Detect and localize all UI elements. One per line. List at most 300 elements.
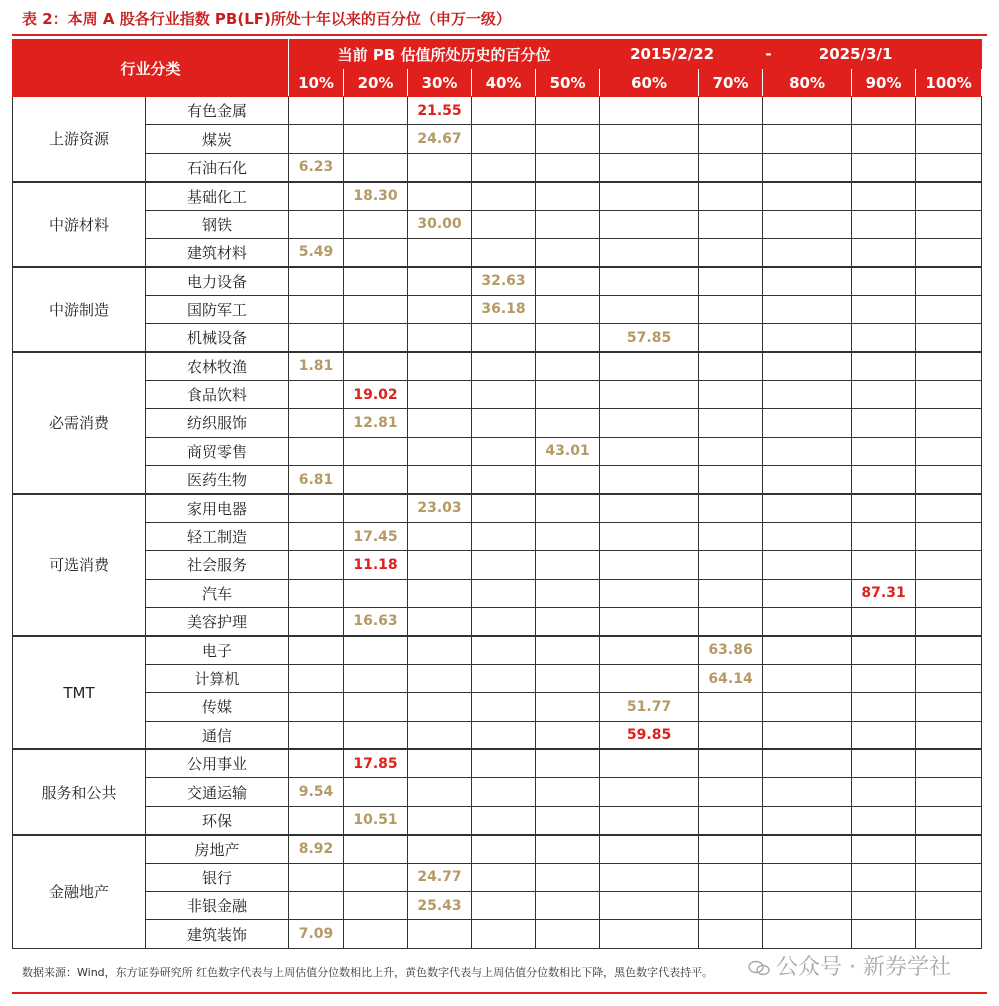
industry-label: 美容护理 xyxy=(146,608,289,636)
empty-cell xyxy=(472,380,536,408)
empty-cell xyxy=(600,380,699,408)
empty-cell xyxy=(763,182,852,210)
empty-cell xyxy=(763,295,852,323)
empty-cell xyxy=(699,693,763,721)
empty-cell xyxy=(344,636,408,664)
industry-label: 基础化工 xyxy=(146,182,289,210)
empty-cell xyxy=(289,182,344,210)
empty-cell xyxy=(289,324,344,352)
empty-cell xyxy=(472,835,536,863)
empty-cell xyxy=(852,721,916,749)
empty-cell xyxy=(699,324,763,352)
empty-cell xyxy=(289,579,344,607)
empty-cell xyxy=(916,778,982,806)
empty-cell xyxy=(699,806,763,834)
table-row xyxy=(13,466,982,494)
industry-label: 纺织服饰 xyxy=(146,409,289,437)
empty-cell xyxy=(852,693,916,721)
empty-cell xyxy=(289,636,344,664)
empty-cell xyxy=(916,409,982,437)
empty-cell xyxy=(472,182,536,210)
empty-cell xyxy=(600,891,699,919)
empty-cell xyxy=(408,608,472,636)
industry-label: 环保 xyxy=(146,806,289,834)
date-range-header xyxy=(600,40,982,69)
empty-cell xyxy=(916,125,982,153)
empty-cell xyxy=(408,636,472,664)
empty-cell xyxy=(852,664,916,692)
empty-cell xyxy=(852,778,916,806)
empty-cell xyxy=(536,664,600,692)
empty-cell xyxy=(916,806,982,834)
empty-cell xyxy=(600,125,699,153)
empty-cell xyxy=(536,721,600,749)
empty-cell xyxy=(408,238,472,266)
empty-cell xyxy=(408,437,472,465)
empty-cell xyxy=(289,97,344,125)
empty-cell xyxy=(408,920,472,948)
empty-cell xyxy=(289,437,344,465)
empty-cell xyxy=(536,466,600,494)
group-label: 中游材料 xyxy=(13,182,146,267)
empty-cell xyxy=(916,608,982,636)
table-row xyxy=(13,608,982,636)
empty-cell xyxy=(600,636,699,664)
empty-cell xyxy=(536,835,600,863)
industry-label: 煤炭 xyxy=(146,125,289,153)
empty-cell xyxy=(289,210,344,238)
empty-cell xyxy=(699,125,763,153)
empty-cell xyxy=(699,380,763,408)
industry-label: 建筑材料 xyxy=(146,238,289,266)
empty-cell xyxy=(916,579,982,607)
empty-cell xyxy=(763,920,852,948)
empty-cell xyxy=(600,806,699,834)
empty-cell xyxy=(763,778,852,806)
percentile-header-2: 20% xyxy=(344,69,408,97)
percentile-value: 23.03 xyxy=(408,494,472,522)
empty-cell xyxy=(408,522,472,550)
empty-cell xyxy=(289,125,344,153)
table-row xyxy=(13,324,982,352)
header-row-top xyxy=(13,40,982,69)
empty-cell xyxy=(600,835,699,863)
table-row xyxy=(13,920,982,948)
empty-cell xyxy=(699,579,763,607)
empty-cell xyxy=(600,664,699,692)
empty-cell xyxy=(852,409,916,437)
empty-cell xyxy=(852,380,916,408)
empty-cell xyxy=(344,693,408,721)
empty-cell xyxy=(916,749,982,777)
empty-cell xyxy=(408,693,472,721)
empty-cell xyxy=(344,466,408,494)
empty-cell xyxy=(472,352,536,380)
empty-cell xyxy=(600,863,699,891)
percentile-table xyxy=(12,39,982,949)
empty-cell xyxy=(472,664,536,692)
empty-cell xyxy=(408,579,472,607)
empty-cell xyxy=(763,522,852,550)
empty-cell xyxy=(408,466,472,494)
empty-cell xyxy=(600,466,699,494)
empty-cell xyxy=(536,210,600,238)
percentile-header-1: 10% xyxy=(289,69,344,97)
empty-cell xyxy=(289,664,344,692)
empty-cell xyxy=(472,693,536,721)
percentile-value: 6.23 xyxy=(289,153,344,181)
empty-cell xyxy=(472,749,536,777)
empty-cell xyxy=(472,636,536,664)
empty-cell xyxy=(289,494,344,522)
empty-cell xyxy=(763,437,852,465)
empty-cell xyxy=(699,267,763,295)
empty-cell xyxy=(763,863,852,891)
percentile-header-4: 40% xyxy=(472,69,536,97)
empty-cell xyxy=(536,380,600,408)
empty-cell xyxy=(289,267,344,295)
empty-cell xyxy=(852,494,916,522)
empty-cell xyxy=(408,778,472,806)
top-rule xyxy=(12,34,987,36)
empty-cell xyxy=(699,182,763,210)
empty-cell xyxy=(763,97,852,125)
table-row xyxy=(13,494,982,522)
date-start: 2015/2/22 xyxy=(630,45,715,63)
empty-cell xyxy=(408,153,472,181)
empty-cell xyxy=(916,352,982,380)
percentile-value: 63.86 xyxy=(699,636,763,664)
table-row xyxy=(13,182,982,210)
empty-cell xyxy=(344,494,408,522)
empty-cell xyxy=(600,551,699,579)
industry-label: 通信 xyxy=(146,721,289,749)
empty-cell xyxy=(408,182,472,210)
empty-cell xyxy=(408,352,472,380)
percentile-header-6: 60% xyxy=(600,69,699,97)
table-row xyxy=(13,210,982,238)
span-title-header: 当前 PB 估值所处历史的百分位 xyxy=(289,40,600,69)
empty-cell xyxy=(344,295,408,323)
percentile-value: 5.49 xyxy=(289,238,344,266)
empty-cell xyxy=(600,238,699,266)
group-label: 必需消费 xyxy=(13,352,146,494)
empty-cell xyxy=(699,352,763,380)
percentile-value: 9.54 xyxy=(289,778,344,806)
empty-cell xyxy=(916,636,982,664)
empty-cell xyxy=(289,380,344,408)
empty-cell xyxy=(536,608,600,636)
industry-label: 交通运输 xyxy=(146,778,289,806)
empty-cell xyxy=(536,636,600,664)
percentile-value: 17.85 xyxy=(344,749,408,777)
empty-cell xyxy=(916,551,982,579)
industry-label: 传媒 xyxy=(146,693,289,721)
empty-cell xyxy=(852,522,916,550)
percentile-value: 43.01 xyxy=(536,437,600,465)
industry-label: 机械设备 xyxy=(146,324,289,352)
table-body xyxy=(13,97,982,949)
empty-cell xyxy=(763,579,852,607)
percentile-value: 21.55 xyxy=(408,97,472,125)
table-row xyxy=(13,125,982,153)
empty-cell xyxy=(763,380,852,408)
table-row xyxy=(13,664,982,692)
empty-cell xyxy=(763,664,852,692)
industry-label: 电子 xyxy=(146,636,289,664)
empty-cell xyxy=(699,494,763,522)
percentile-value: 6.81 xyxy=(289,466,344,494)
empty-cell xyxy=(344,721,408,749)
group-label: 服务和公共 xyxy=(13,749,146,834)
empty-cell xyxy=(472,466,536,494)
empty-cell xyxy=(763,608,852,636)
date-separator: - xyxy=(765,45,772,63)
percentile-value: 32.63 xyxy=(472,267,536,295)
empty-cell xyxy=(600,579,699,607)
empty-cell xyxy=(916,522,982,550)
empty-cell xyxy=(472,153,536,181)
empty-cell xyxy=(852,295,916,323)
empty-cell xyxy=(536,153,600,181)
empty-cell xyxy=(916,891,982,919)
empty-cell xyxy=(852,324,916,352)
group-label: 可选消费 xyxy=(13,494,146,636)
empty-cell xyxy=(408,409,472,437)
percentile-value: 8.92 xyxy=(289,835,344,863)
empty-cell xyxy=(408,295,472,323)
empty-cell xyxy=(600,749,699,777)
bottom-rule xyxy=(12,992,987,994)
empty-cell xyxy=(763,352,852,380)
empty-cell xyxy=(536,778,600,806)
empty-cell xyxy=(289,551,344,579)
empty-cell xyxy=(699,551,763,579)
table-row xyxy=(13,579,982,607)
percentile-value: 7.09 xyxy=(289,920,344,948)
empty-cell xyxy=(344,324,408,352)
empty-cell xyxy=(699,210,763,238)
empty-cell xyxy=(916,835,982,863)
empty-cell xyxy=(344,210,408,238)
percentile-value: 12.81 xyxy=(344,409,408,437)
empty-cell xyxy=(472,324,536,352)
empty-cell xyxy=(699,466,763,494)
watermark xyxy=(748,950,951,981)
empty-cell xyxy=(344,97,408,125)
empty-cell xyxy=(600,778,699,806)
wechat-icon xyxy=(748,960,770,976)
empty-cell xyxy=(763,636,852,664)
empty-cell xyxy=(852,437,916,465)
empty-cell xyxy=(472,210,536,238)
empty-cell xyxy=(472,409,536,437)
table-row xyxy=(13,238,982,266)
table-title: 表 2：本周 A 股各行业指数 PB(LF)所处十年以来的百分位（申万一级） xyxy=(22,10,511,28)
empty-cell xyxy=(852,891,916,919)
empty-cell xyxy=(289,608,344,636)
empty-cell xyxy=(699,891,763,919)
empty-cell xyxy=(289,721,344,749)
empty-cell xyxy=(536,125,600,153)
percentile-header-10: 100% xyxy=(916,69,982,97)
empty-cell xyxy=(763,835,852,863)
table-row xyxy=(13,153,982,181)
empty-cell xyxy=(916,182,982,210)
empty-cell xyxy=(472,806,536,834)
empty-cell xyxy=(763,324,852,352)
table-row xyxy=(13,437,982,465)
industry-label: 商贸零售 xyxy=(146,437,289,465)
percentile-value: 1.81 xyxy=(289,352,344,380)
empty-cell xyxy=(536,238,600,266)
empty-cell xyxy=(699,409,763,437)
percentile-value: 24.77 xyxy=(408,863,472,891)
empty-cell xyxy=(472,579,536,607)
empty-cell xyxy=(600,182,699,210)
empty-cell xyxy=(916,437,982,465)
empty-cell xyxy=(600,437,699,465)
empty-cell xyxy=(408,267,472,295)
table-row xyxy=(13,352,982,380)
empty-cell xyxy=(344,153,408,181)
empty-cell xyxy=(763,693,852,721)
empty-cell xyxy=(699,749,763,777)
empty-cell xyxy=(600,608,699,636)
empty-cell xyxy=(408,551,472,579)
empty-cell xyxy=(472,437,536,465)
empty-cell xyxy=(852,153,916,181)
empty-cell xyxy=(289,749,344,777)
empty-cell xyxy=(852,806,916,834)
empty-cell xyxy=(763,210,852,238)
percentile-value: 19.02 xyxy=(344,380,408,408)
empty-cell xyxy=(916,494,982,522)
percentile-value: 87.31 xyxy=(852,579,916,607)
industry-label: 有色金属 xyxy=(146,97,289,125)
table-row xyxy=(13,778,982,806)
empty-cell xyxy=(344,664,408,692)
table-row xyxy=(13,380,982,408)
empty-cell xyxy=(408,749,472,777)
empty-cell xyxy=(600,920,699,948)
empty-cell xyxy=(472,97,536,125)
industry-label: 医药生物 xyxy=(146,466,289,494)
empty-cell xyxy=(536,863,600,891)
empty-cell xyxy=(472,238,536,266)
footnote: 数据来源：Wind，东方证券研究所 红色数字代表与上周估值分位数相比上升，黄色数字代表与上周估值分位数相比下降，黑色数字代表持平。 xyxy=(22,966,714,979)
empty-cell xyxy=(852,551,916,579)
industry-label: 电力设备 xyxy=(146,267,289,295)
table-row xyxy=(13,551,982,579)
empty-cell xyxy=(536,749,600,777)
empty-cell xyxy=(916,664,982,692)
industry-label: 计算机 xyxy=(146,664,289,692)
empty-cell xyxy=(852,182,916,210)
empty-cell xyxy=(852,97,916,125)
table-row xyxy=(13,97,982,125)
empty-cell xyxy=(536,920,600,948)
empty-cell xyxy=(763,494,852,522)
empty-cell xyxy=(763,806,852,834)
empty-cell xyxy=(289,522,344,550)
empty-cell xyxy=(763,891,852,919)
empty-cell xyxy=(344,835,408,863)
empty-cell xyxy=(344,891,408,919)
empty-cell xyxy=(408,664,472,692)
empty-cell xyxy=(916,97,982,125)
empty-cell xyxy=(536,324,600,352)
empty-cell xyxy=(916,380,982,408)
group-label: 上游资源 xyxy=(13,97,146,182)
empty-cell xyxy=(344,579,408,607)
empty-cell xyxy=(472,522,536,550)
empty-cell xyxy=(536,693,600,721)
empty-cell xyxy=(916,920,982,948)
percentile-value: 10.51 xyxy=(344,806,408,834)
empty-cell xyxy=(852,636,916,664)
group-label: TMT xyxy=(13,636,146,750)
empty-cell xyxy=(852,920,916,948)
percentile-header-9: 90% xyxy=(852,69,916,97)
empty-cell xyxy=(852,210,916,238)
industry-label: 国防军工 xyxy=(146,295,289,323)
empty-cell xyxy=(472,551,536,579)
group-label: 中游制造 xyxy=(13,267,146,352)
empty-cell xyxy=(344,267,408,295)
percentile-value: 57.85 xyxy=(600,324,699,352)
empty-cell xyxy=(763,749,852,777)
empty-cell xyxy=(916,324,982,352)
industry-label: 房地产 xyxy=(146,835,289,863)
percentile-header-5: 50% xyxy=(536,69,600,97)
group-label: 金融地产 xyxy=(13,835,146,949)
empty-cell xyxy=(916,466,982,494)
empty-cell xyxy=(536,409,600,437)
empty-cell xyxy=(763,238,852,266)
empty-cell xyxy=(916,693,982,721)
empty-cell xyxy=(289,891,344,919)
percentile-value: 64.14 xyxy=(699,664,763,692)
empty-cell xyxy=(536,97,600,125)
empty-cell xyxy=(852,608,916,636)
empty-cell xyxy=(408,806,472,834)
empty-cell xyxy=(916,238,982,266)
table-row xyxy=(13,636,982,664)
empty-cell xyxy=(699,437,763,465)
empty-cell xyxy=(600,522,699,550)
empty-cell xyxy=(344,778,408,806)
industry-label: 石油石化 xyxy=(146,153,289,181)
percentile-value: 36.18 xyxy=(472,295,536,323)
empty-cell xyxy=(408,835,472,863)
percentile-value: 17.45 xyxy=(344,522,408,550)
table-row xyxy=(13,522,982,550)
empty-cell xyxy=(289,409,344,437)
empty-cell xyxy=(916,153,982,181)
empty-cell xyxy=(472,494,536,522)
empty-cell xyxy=(763,409,852,437)
empty-cell xyxy=(699,238,763,266)
empty-cell xyxy=(699,608,763,636)
empty-cell xyxy=(472,891,536,919)
industry-label: 汽车 xyxy=(146,579,289,607)
empty-cell xyxy=(763,721,852,749)
empty-cell xyxy=(852,352,916,380)
empty-cell xyxy=(763,267,852,295)
percentile-value: 18.30 xyxy=(344,182,408,210)
empty-cell xyxy=(289,863,344,891)
